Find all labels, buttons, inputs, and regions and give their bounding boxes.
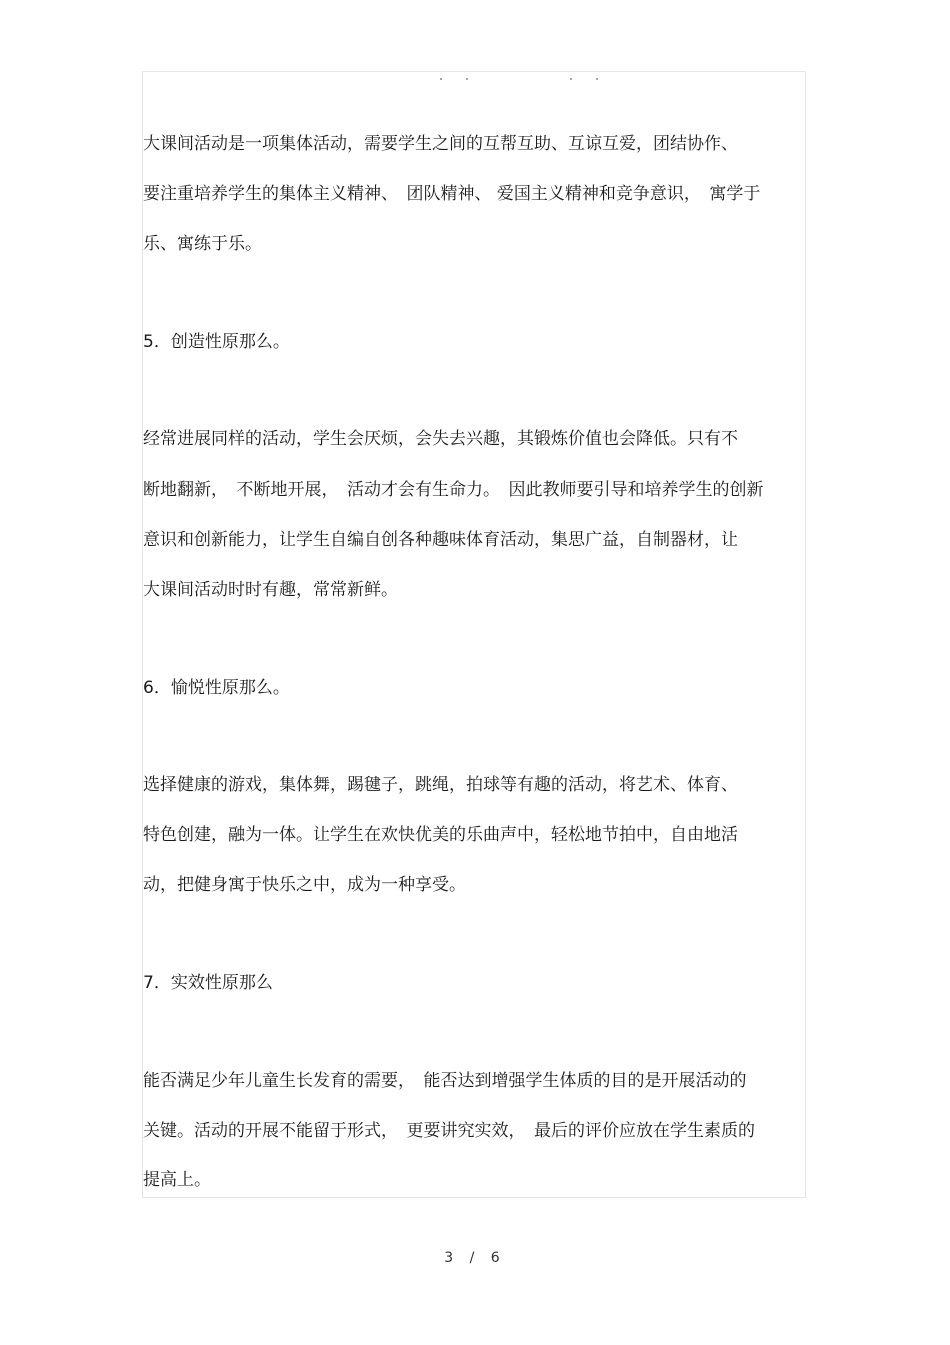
text-line: 能否满足少年儿童生长发育的需要， 能否达到增强学生体质的目的是开展活动的 xyxy=(143,1071,747,1091)
section-heading: 5．创造性原那么。 xyxy=(143,332,290,352)
section-heading: 7．实效性原那么 xyxy=(143,973,273,993)
text-line: 断地翻新， 不断地开展， 活动才会有生命力。 因此教师要引导和培养学生的创新 xyxy=(143,480,764,500)
text-line: 关键。活动的开展不能留于形式， 更要讲究实效， 最后的评价应放在学生素质的 xyxy=(143,1121,755,1141)
text-line: 大课间活动是一项集体活动，需要学生之间的互帮互助、互谅互爱，团结协作、 xyxy=(143,134,738,154)
text-line: 特色创建，融为一体。让学生在欢快优美的乐曲声中，轻松地节拍中，自由地活 xyxy=(143,825,738,845)
text-line: 大课间活动时时有趣，常常新鲜。 xyxy=(143,580,398,600)
text-line: 意识和创新能力，让学生自编自创各种趣味体育活动，集思广益，自制器材，让 xyxy=(143,530,738,550)
page-number: 3 / 6 xyxy=(444,1250,506,1266)
text-line: 经常进展同样的活动，学生会厌烦，会失去兴趣，其锻炼价值也会降低。只有不 xyxy=(143,429,738,449)
text-line: 提高上。 xyxy=(143,1170,211,1190)
text-line: 乐、寓练于乐。 xyxy=(143,234,262,254)
header-dots xyxy=(0,72,950,86)
section-heading: 6．愉悦性原那么。 xyxy=(143,678,290,698)
text-line: 要注重培养学生的集体主义精神、 团队精神、 爱国主义精神和竞争意识， 寓学于 xyxy=(143,184,761,204)
text-line: 动，把健身寓于快乐之中，成为一种享受。 xyxy=(143,875,466,895)
text-line: 选择健康的游戏，集体舞，踢毽子，跳绳，拍球等有趣的活动，将艺术、体育、 xyxy=(143,775,738,795)
